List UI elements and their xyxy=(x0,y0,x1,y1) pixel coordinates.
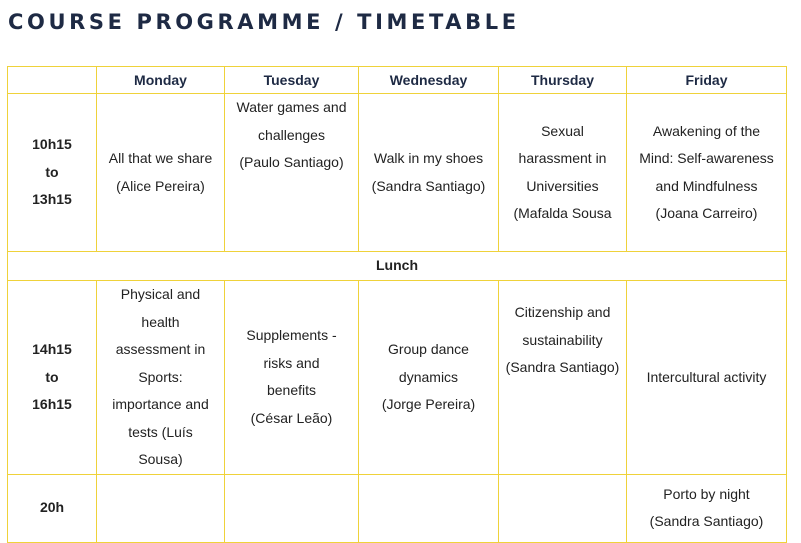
session-cell-tuesday-morning xyxy=(225,94,359,252)
session-speaker: (Sandra Santiago) xyxy=(371,177,486,194)
session-speaker: (Mafalda Sousa xyxy=(513,205,612,221)
day-header-monday: Monday xyxy=(97,67,225,94)
session-speaker: (César Leão) xyxy=(250,409,333,426)
session-cell-thursday-evening xyxy=(499,474,627,542)
session-cell-monday-afternoon xyxy=(97,281,225,475)
header-row xyxy=(8,67,787,94)
time-start: 20h xyxy=(39,499,65,516)
session-line: Intercultural activity xyxy=(646,368,767,385)
lunch-cell: Lunch xyxy=(8,252,787,281)
session-line: and Mindfulness xyxy=(655,177,758,194)
time-to: to xyxy=(45,368,59,385)
day-header-friday: Friday xyxy=(627,67,787,94)
session-line: tests (Luís xyxy=(128,423,193,440)
session-line: challenges xyxy=(258,126,325,143)
time-start: 14h15 xyxy=(32,341,72,357)
session-line: Group dance xyxy=(388,341,469,357)
day-header-wednesday: Wednesday xyxy=(359,67,499,94)
session-speaker: (Alice Pereira) xyxy=(116,177,205,194)
session-line: health xyxy=(141,313,180,330)
session-cell-friday-afternoon xyxy=(627,281,787,475)
session-cell-tuesday-evening xyxy=(225,474,359,542)
session-cell-monday-evening xyxy=(97,474,225,542)
session-line: Sports: xyxy=(138,368,183,385)
time-end: 16h15 xyxy=(32,396,72,412)
session-speaker: (Sandra Santiago) xyxy=(649,513,764,529)
session-line: Supplements - xyxy=(246,327,337,344)
session-speaker: (Jorge Pereira) xyxy=(381,396,476,412)
session-cell-thursday-morning xyxy=(499,94,627,252)
time-cell-afternoon xyxy=(8,281,97,475)
session-speaker: (Joana Carreiro) xyxy=(655,205,758,221)
session-line: dynamics xyxy=(398,368,459,385)
session-line: importance and xyxy=(112,396,209,412)
session-line: Physical and xyxy=(120,286,201,302)
session-line: assessment in xyxy=(115,341,206,357)
evening-row xyxy=(8,474,787,542)
time-cell-morning xyxy=(8,94,97,252)
afternoon-row xyxy=(8,281,787,475)
session-cell-wednesday-morning xyxy=(359,94,499,252)
session-line: Citizenship and xyxy=(514,304,611,320)
session-line: Water games and xyxy=(236,99,347,115)
session-cell-friday-evening xyxy=(627,474,787,542)
session-line: sustainability xyxy=(522,331,603,348)
time-cell-evening xyxy=(8,474,97,542)
morning-row xyxy=(8,94,787,252)
corner-cell xyxy=(8,67,97,94)
session-cell-friday-morning xyxy=(627,94,787,252)
session-cell-monday-morning xyxy=(97,94,225,252)
session-speaker: (Sandra Santiago) xyxy=(505,359,620,375)
session-line: harassment in xyxy=(518,150,607,166)
session-cell-tuesday-afternoon xyxy=(225,281,359,475)
timetable xyxy=(7,66,787,543)
lunch-row xyxy=(8,252,787,281)
session-speaker: (Paulo Santiago) xyxy=(239,154,344,170)
time-start: 10h15 xyxy=(32,136,72,153)
time-to: to xyxy=(45,163,59,180)
day-header-tuesday: Tuesday xyxy=(225,67,359,94)
session-line: Awakening of the xyxy=(652,122,761,139)
session-line: Mind: Self-awareness xyxy=(639,150,774,166)
time-end: 13h15 xyxy=(32,191,72,208)
session-speaker: Sousa) xyxy=(138,451,183,467)
session-line: benefits xyxy=(266,382,317,399)
session-line: Universities xyxy=(526,177,599,194)
session-line: risks and xyxy=(263,354,320,371)
session-line: Porto by night xyxy=(663,485,750,502)
session-line: Sexual xyxy=(541,122,584,139)
session-line: Walk in my shoes xyxy=(373,150,484,166)
day-header-thursday: Thursday xyxy=(499,67,627,94)
session-cell-wednesday-evening xyxy=(359,474,499,542)
page-title: COURSE PROGRAMME / TIMETABLE xyxy=(8,10,520,34)
session-line: All that we share xyxy=(108,150,213,166)
session-cell-thursday-afternoon xyxy=(499,281,627,475)
session-cell-wednesday-afternoon xyxy=(359,281,499,475)
